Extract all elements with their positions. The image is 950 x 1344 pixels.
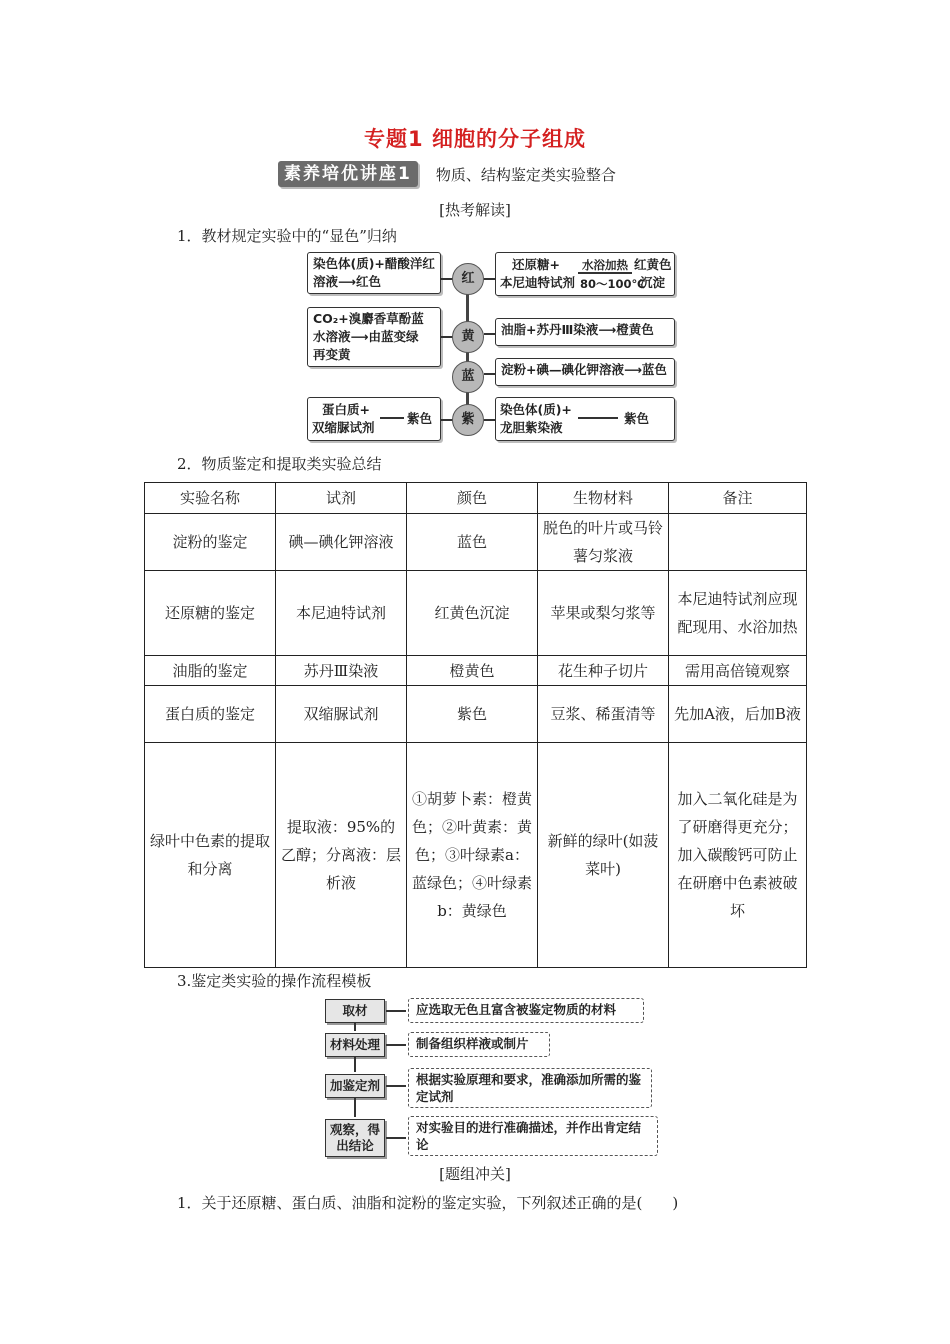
table-cell: 淀粉的鉴定: [145, 514, 276, 571]
lecture-banner: [278, 161, 616, 187]
text-line: [313, 273, 435, 291]
flow-note-add-reagent: 根据实验原理和要求，准确添加所需的鉴定试剂: [408, 1068, 652, 1108]
flow-note-observe: 对实验目的进行准确描述，并作出肯定结论: [408, 1116, 658, 1156]
color-circle-red: 红: [452, 263, 484, 295]
text-seg: 双缩脲试剂: [312, 420, 375, 435]
text-seg: 淀粉+碘—碘化钾溶液: [501, 362, 624, 377]
node-protein-biuret: [307, 397, 441, 441]
table-cell: 蛋白质的鉴定: [145, 686, 276, 743]
table-cell: 豆浆、稀蛋清等: [538, 686, 669, 743]
text-seg: 蓝色: [641, 362, 667, 377]
table-cell: 油脂的鉴定: [145, 656, 276, 686]
flow-arrow: [354, 1098, 356, 1117]
connector: [484, 333, 495, 335]
text-seg: 油脂+苏丹Ⅲ染液: [501, 322, 599, 337]
text-seg: 橙黄色: [616, 322, 654, 337]
table-row: [145, 743, 807, 968]
text-seg: 紫色: [624, 411, 650, 426]
node-chromosome-acetic-orcein: [307, 252, 441, 294]
arrow-glyph: ⟶: [350, 329, 369, 344]
table-cell: 需用高倍镜观察: [669, 656, 807, 686]
flow-arrow: [354, 1023, 356, 1031]
text-seg: 蛋白质+: [322, 402, 370, 417]
table-row: [145, 686, 807, 743]
banner-label: 素养培优讲座1: [278, 161, 418, 187]
text-seg: 80～100℃: [580, 277, 646, 291]
note-arrow: [386, 1137, 406, 1139]
color-circle-blue: 蓝: [452, 361, 484, 393]
table-row: [145, 571, 807, 656]
connector: [484, 373, 495, 375]
table-row: [145, 514, 807, 571]
node-chromosome-gentian: [495, 397, 675, 441]
table-header-cell: 备注: [669, 483, 807, 514]
table-cell: 橙黄色: [407, 656, 538, 686]
flow-note-processing: 制备组织样液或制片: [408, 1032, 550, 1057]
section1-heading: 1．教材规定实验中的“显色”归纳: [177, 227, 397, 245]
flow-step-sampling: 取材: [325, 999, 385, 1023]
node-reducing-sugar: [495, 252, 675, 296]
table-cell: 紫色: [407, 686, 538, 743]
connector: [484, 419, 495, 421]
section2-heading: 2．物质鉴定和提取类实验总结: [177, 455, 382, 473]
arrow-glyph: ⟶: [623, 362, 642, 377]
node-starch-iodine: [495, 358, 675, 386]
note-arrow: [386, 1044, 406, 1046]
text-seg: 沉淀: [640, 275, 666, 290]
table-header-cell: 实验名称: [145, 483, 276, 514]
table-cell: ①胡萝卜素：橙黄色；②叶黄素：黄色；③叶绿素a：蓝绿色；④叶绿素b：黄绿色: [407, 743, 538, 968]
text-line: [313, 328, 435, 346]
arrow-line: [380, 417, 404, 419]
color-circle-purple: 紫: [452, 404, 484, 436]
text-seg: 由蓝变绿: [368, 329, 419, 344]
text-line: CO₂+溴麝香草酚蓝: [313, 311, 424, 326]
table-cell: 加入二氧化硅是为了研磨得更充分；加入碳酸钙可防止在研磨中色素被破坏: [669, 743, 807, 968]
table-header-cell: 生物材料: [538, 483, 669, 514]
table-cell: 双缩脲试剂: [276, 686, 407, 743]
table-cell: 还原糖的鉴定: [145, 571, 276, 656]
note-arrow: [386, 1085, 406, 1087]
exercise-heading: [题组冲关]: [439, 1165, 511, 1183]
text-seg: 红色: [355, 274, 381, 289]
note-arrow: [386, 1010, 406, 1012]
color-circle-yellow: 黄: [452, 321, 484, 353]
question-1: 1．关于还原糖、蛋白质、油脂和淀粉的鉴定实验，下列叙述正确的是( ): [177, 1194, 679, 1212]
node-fat-sudan: [495, 318, 675, 346]
text-seg: 还原糖+: [512, 257, 560, 272]
table-cell: 苹果或梨匀浆等: [538, 571, 669, 656]
table-cell: 苏丹Ⅲ染液: [276, 656, 407, 686]
page-title: 专题1 细胞的分子组成: [364, 127, 586, 151]
banner-subtitle: 物质、结构鉴定类实验整合: [435, 165, 616, 184]
hot-topic-heading: [热考解读]: [439, 201, 511, 219]
text-seg: 本尼迪特试剂: [500, 275, 576, 290]
node-co2-bromothymol: [307, 307, 441, 367]
table-header-row: [145, 483, 807, 514]
arrow-line: [578, 417, 618, 419]
arrow-line: [578, 272, 632, 274]
text-seg: 龙胆紫染液: [500, 420, 563, 435]
flow-note-sampling: 应选取无色且富含被鉴定物质的材料: [408, 998, 644, 1023]
table-row: [145, 656, 807, 686]
table-header-cell: 颜色: [407, 483, 538, 514]
connector: [484, 278, 495, 280]
experiment-summary-table: [144, 482, 807, 968]
text-seg: 染色体(质)+: [500, 402, 572, 417]
table-cell: 脱色的叶片或马铃薯匀浆液: [538, 514, 669, 571]
table-cell: 红黄色沉淀: [407, 571, 538, 656]
table-cell: 本尼迪特试剂应现配现用、水浴加热: [669, 571, 807, 656]
table-cell: 蓝色: [407, 514, 538, 571]
flow-step-observe: 观察，得出结论: [325, 1119, 385, 1157]
table-cell: 先加A液，后加B液: [669, 686, 807, 743]
arrow-glyph: ⟶: [338, 274, 356, 289]
table-cell: 新鲜的绿叶(如菠菜叶): [538, 743, 669, 968]
flow-arrow: [354, 1057, 356, 1072]
table-header-cell: 试剂: [276, 483, 407, 514]
flow-step-processing: 材料处理: [325, 1033, 385, 1057]
text-seg: 水溶液: [313, 329, 351, 344]
table-cell: [669, 514, 807, 571]
section3-heading: 3.鉴定类实验的操作流程模板: [177, 972, 372, 990]
table-cell: 提取液：95%的乙醇；分离液：层析液: [276, 743, 407, 968]
text-line: 染色体(质)+醋酸洋红: [313, 256, 435, 271]
table-cell: 碘—碘化钾溶液: [276, 514, 407, 571]
table-cell: 绿叶中色素的提取和分离: [145, 743, 276, 968]
arrow-glyph: ⟶: [598, 322, 617, 337]
text-seg: 红黄色: [634, 257, 672, 272]
flow-step-add-reagent: 加鉴定剂: [325, 1074, 385, 1098]
table-cell: 本尼迪特试剂: [276, 571, 407, 656]
text-seg: 紫色: [407, 411, 433, 426]
text-seg: 溶液: [313, 274, 339, 289]
text-line: 再变黄: [313, 347, 351, 362]
text-seg: 水浴加热: [582, 258, 628, 272]
table-cell: 花生种子切片: [538, 656, 669, 686]
